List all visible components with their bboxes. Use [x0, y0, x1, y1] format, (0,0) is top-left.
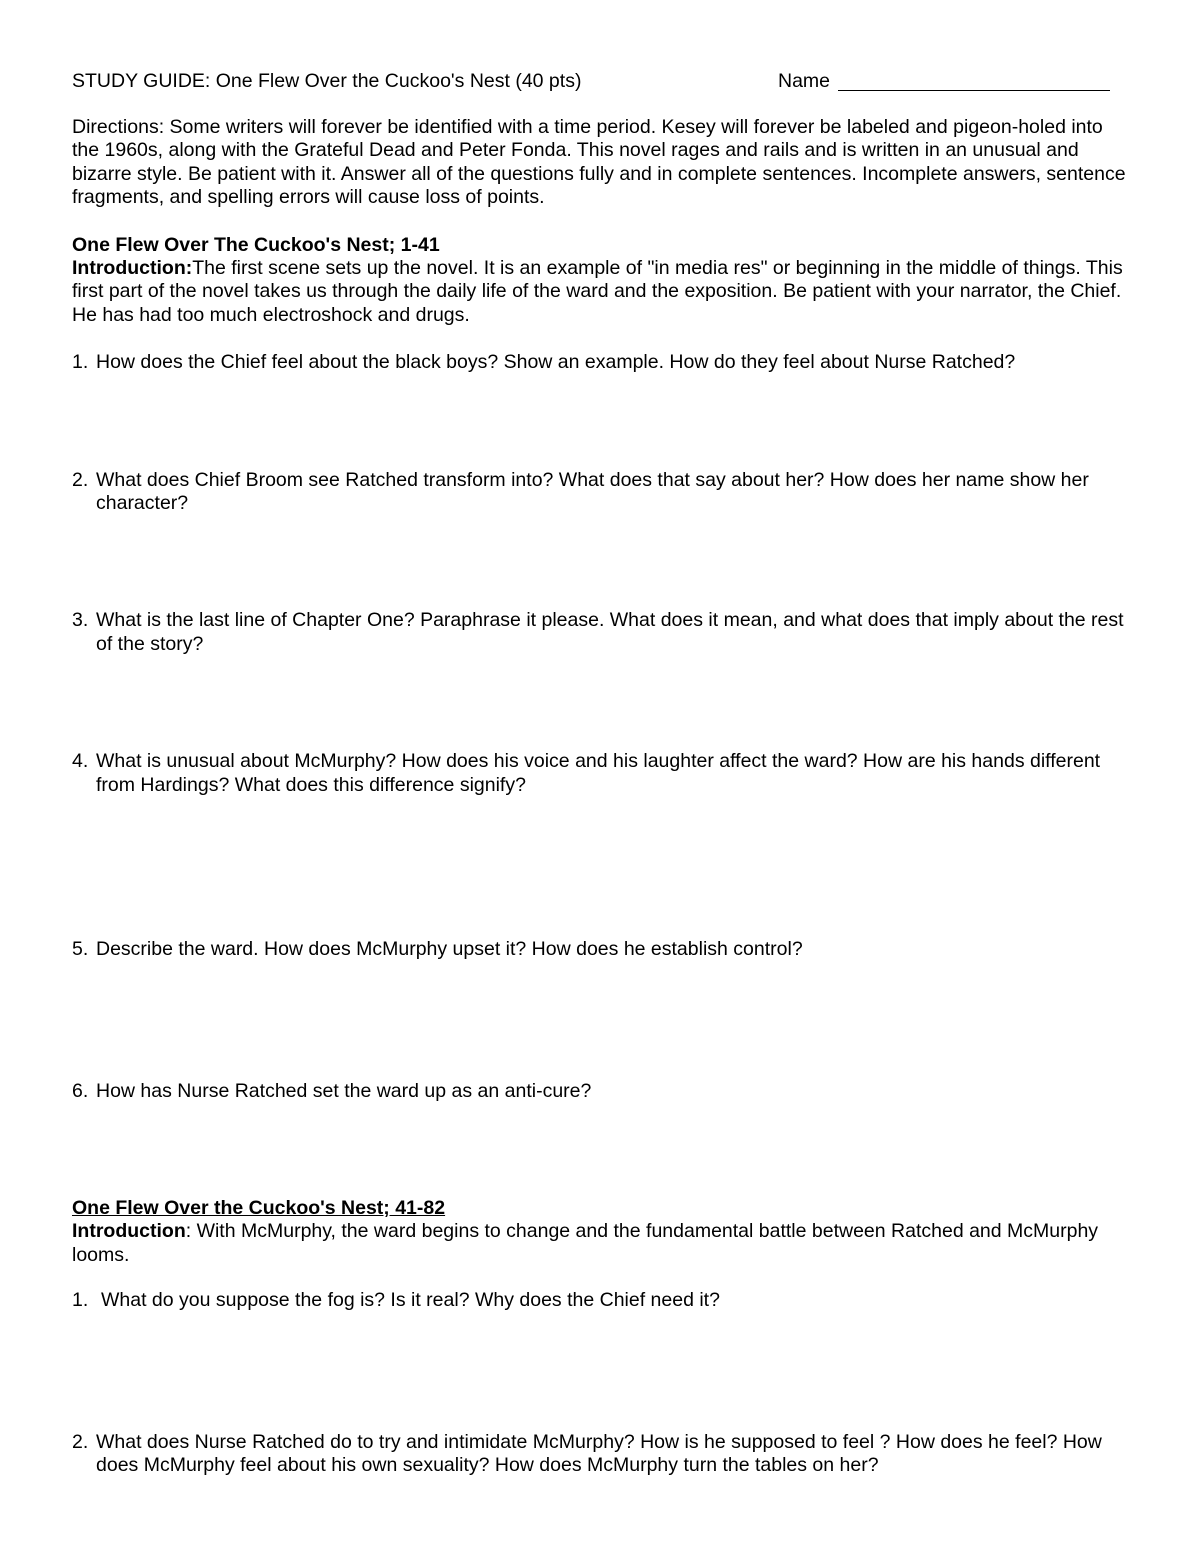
section-1-question [72, 609, 1132, 656]
section-2-heading: One Flew Over the Cuckoo's Nest; 41-82 [72, 1196, 446, 1219]
section-1-intro-text: The first scene sets up the novel. It is an example of "in media res" or beginning in the middle of things. This first part of the novel takes us through the daily life of the ward and the exposition. Be patient with your narrator, the Chief. He has had too much electroshock and drugs. [72, 257, 1123, 326]
section-2-intro-label: Introduction [72, 1220, 186, 1243]
question-text: What is unusual about McMurphy? How does his voice and his laughter affect the ward? How are his hands different from Hardings? What does this difference signify? [96, 750, 1101, 796]
section-1-heading: One Flew Over The Cuckoo's Nest; 1-41 [72, 233, 440, 256]
question-number: 2. [72, 468, 89, 491]
directions-paragraph: Directions: Some writers will forever be identified with a time period. Kesey will forever be labeled and pigeon-holed into the 1960s, along with the Grateful Dead and Peter Fonda. This novel rages and rails and is written in an unusual and bizarre style. Be patient with it. Answer all of the questions fully and in complete sentences. Incomplete answers, sentence fragments, and spelling errors will cause loss of points. [72, 116, 1126, 209]
question-text: What do you suppose the fog is? Is it real? Why does the Chief need it? [101, 1289, 720, 1312]
page-title: STUDY GUIDE: One Flew Over the Cuckoo's Nest (40 pts) [72, 70, 582, 92]
section-1-question [72, 938, 1132, 961]
section-1-question [72, 351, 1132, 374]
question-text: What does Chief Broom see Ratched transform into? What does that say about her? How does her name show her character? [96, 468, 1089, 515]
name-label: Name [778, 70, 831, 92]
section-1-question [72, 1080, 1132, 1103]
section-2-question [72, 1431, 1132, 1478]
question-number: 1. [72, 1289, 89, 1312]
section-2-question [72, 1289, 1132, 1312]
section-1-question [72, 750, 1132, 797]
question-number: 5. [72, 938, 89, 961]
question-text: How has Nurse Ratched set the ward up as an anti-cure? [96, 1079, 592, 1102]
question-number: 3. [72, 609, 89, 632]
question-text: What is the last line of Chapter One? Paraphrase it please. What does it mean, and what does that imply about the rest of the story? [96, 609, 1124, 655]
question-number: 4. [72, 750, 89, 773]
section-1-introduction [72, 257, 1132, 327]
section-2-intro-text: : With McMurphy, the ward begins to change and the fundamental battle between Ratched and McMurphy looms. [72, 1220, 1099, 1266]
question-text: Describe the ward. How does McMurphy upset it? How does he establish control? [96, 938, 803, 961]
question-text: What does Nurse Ratched do to try and intimidate McMurphy? How is he supposed to feel ? How does he feel? How does McMurphy feel about his own sexuality? How does McMurphy turn the tables on her? [96, 1430, 1102, 1476]
question-text: How does the Chief feel about the black boys? Show an example. How do they feel about Nurse Ratched? [96, 351, 1016, 374]
section-2-introduction [72, 1220, 1132, 1267]
study-guide-page [72, 70, 1132, 1477]
question-number: 1. [72, 351, 89, 374]
header-row [72, 70, 1132, 94]
question-number: 2. [72, 1430, 89, 1453]
section-1-question [72, 469, 1132, 516]
section-1-intro-label: Introduction: [72, 257, 193, 280]
question-number: 6. [72, 1079, 89, 1102]
name-blank-line[interactable] [838, 90, 1110, 91]
